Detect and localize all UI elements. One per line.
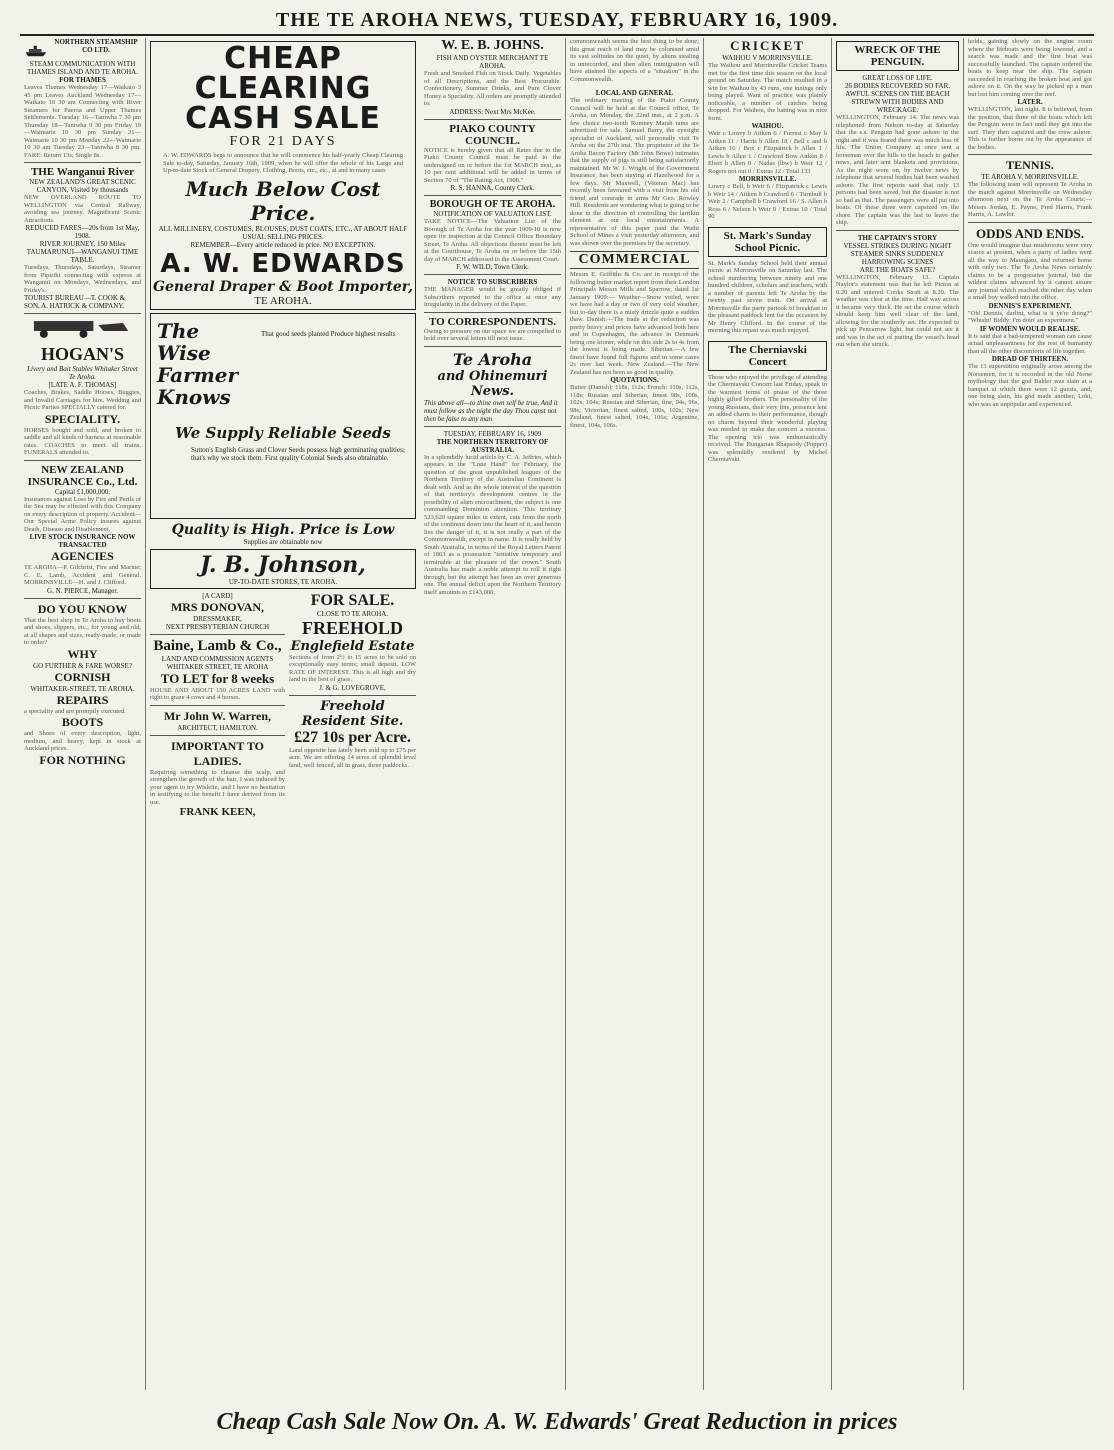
- freehold: FREEHOLD: [301, 617, 403, 638]
- frank-keen: FRANK KEEN,: [179, 806, 256, 818]
- hogan-sub: Livery and Bait Stables Whitaker Street Te Aroha.: [27, 365, 138, 381]
- cherniavski-concert: The Cherniavski Concert: [728, 343, 807, 368]
- cricket: CRICKET: [730, 38, 805, 53]
- great-loss: GREAT LOSS OF LIFE.: [862, 74, 933, 82]
- johnson-sub: UP-TO-DATE STORES, TE AROHA.: [228, 577, 338, 586]
- land-agents: LAND AND COMMISSION AGENTS: [161, 654, 274, 663]
- dennis-experiment: DENNIS'S EXPERIMENT.: [988, 301, 1072, 310]
- to-let: TO LET for 8 weeks: [160, 670, 275, 686]
- borough: BOROUGH OF TE AROHA.: [429, 199, 556, 210]
- whitaker-street: WHITAKER STREET, TE AROHA: [166, 662, 269, 671]
- notice-subscribers: NOTICE TO SUBSCRIBERS: [447, 278, 538, 286]
- piako-council: PIAKO COUNTY COUNCIL.: [449, 122, 536, 147]
- dateline: TUESDAY, FEBRUARY 16, 1909: [443, 429, 542, 438]
- for-sale: FOR SALE.: [310, 591, 395, 609]
- odds-ends: ODDS AND ENDS.: [976, 225, 1084, 241]
- seeds-advert: [150, 313, 416, 519]
- local-general: LOCAL AND GENERAL: [595, 89, 674, 97]
- tennis: TENNIS.: [1006, 158, 1054, 172]
- harrowing: HARROWING SCENES: [861, 257, 934, 266]
- territory: THE NORTHERN TERRITORY OF AUSTRALIA.: [436, 437, 549, 454]
- do-you-know: DO YOU KNOW: [37, 601, 128, 616]
- paper-title-2: and Ohinemuri News.: [437, 368, 548, 399]
- hogan-title: HOGAN'S: [40, 344, 124, 364]
- hanna: R. S. HANNA, County Clerk.: [450, 184, 535, 192]
- steamship-icon: [24, 38, 48, 60]
- steamship-company: NORTHERN STEAMSHIP CO LTD.: [54, 38, 138, 54]
- timetable-title: TAUMARUNUI—WANGANUI TIME TABLE.: [26, 248, 139, 264]
- remember: REMEMBER—Every article reduced in price. NO EXCEPTION.: [190, 240, 376, 249]
- masthead-title: THE TE AROHA NEWS,: [275, 8, 514, 31]
- tennis-match: TE AROHA V. MORRINSVILLE.: [981, 173, 1079, 181]
- next-church: NEXT PRESBYTERIAN CHURCH: [165, 622, 270, 631]
- masthead: [20, 6, 1094, 36]
- dressmaker: DRESSMAKER,: [193, 614, 242, 623]
- bottom-banner: Cheap Cash Sale Now On. A. W. Edwards' Great Reduction in prices: [216, 1408, 898, 1435]
- much-below: Much Below Cost Price.: [185, 176, 381, 225]
- cricket-match: WAIHOU V MORRINSVILLE.: [722, 54, 813, 62]
- agencies: AGENCIES: [51, 549, 114, 563]
- wreck-penguin: WRECK OF THE PENGUIN.: [854, 44, 941, 68]
- horse-carriage-icon: [24, 317, 141, 339]
- column-6: WRECK OF THE PENGUIN. GREAT LOSS OF LIFE. 26 BODIES RECOVERED SO FAR. AWFUL SCENES ON THE BEACH STREWN WITH BODIES AND WRECKAGE. WELLINGTON, February 14. The news was telephoned from Nelson to-day at Saturday that the s.s. Penguin had gone ashore in the night and it was feared there was much loss of life. The Union Company at once sent a horseman over the hills to the beach to gather news, and later sent blankets and provisions. As the night wore on, by twelve news by telephone that several bodies had been washed ashore. The first reports said that only 13 persons had been saved, but the disaster is not so bad as that. The passengers were all put into boats. Of these three were capsized on the shore. The captain was the last to leave the ship. THE CAPTAIN'S STORY VESSEL STRIKES DURING NIGHT STEAMER SINKS SUDDENLY HARROWING SCENES ARE THE BOATS SAFE? WELLINGTON, February 13. Captain Naylor's statement was that he left Picton at 6.20 and entered Cooks Strait at 8.20. The weather was clear at the time. Half way across it became very thick. He set the course which should keep him well clear of the land, allowing for the southerly set. He expected to pick up Pencarrow light, but could not see it and was in the act of putting the vessel's head out when she struck.: [832, 38, 964, 1390]
- motto: This above all—to thine own self be true, And it must follow as the night the day Thou canst not then be false to any man: [424, 398, 558, 423]
- tourist-agents: TOURIST BUREAU—T. COOK & SON, A. HATRICK & COMPANY.: [24, 294, 126, 310]
- awful-scenes: AWFUL SCENES ON THE BEACH: [845, 90, 950, 98]
- wise-3: Farmer: [157, 362, 239, 387]
- strewn: STREWN WITH BODIES AND WRECKAGE.: [851, 98, 944, 114]
- manager: G. N. PIERCE, Manager.: [47, 586, 118, 595]
- donovan: MRS DONOVAN,: [170, 599, 265, 614]
- waihou-score-title: WAIHOU.: [751, 122, 784, 130]
- englefield: Englefield Estate: [290, 638, 415, 654]
- for-21-days: FOR 21 DAYS: [229, 134, 337, 149]
- cornish-sub: WHITAKER-STREET, TE AROHA.: [30, 684, 135, 693]
- sale-notice: ALL MILLINERY, COSTUMES, BLOUSES, DUST COATS, ETC., AT ABOUT HALF USUAL SELLING PRICES.: [158, 224, 408, 241]
- masthead-date: FEBRUARY 16, 1909.: [630, 8, 839, 31]
- card: [A CARD]: [202, 591, 233, 600]
- column-7: holds, gaining slowly on the engine room where the lifeboats were being lowered, and a search was made and the first boat was successfully launched. The captain ordered the boats to keep near the ship. The captain succeeded in reaching the broken boat and got ashore on it. On the way he picked up a man but lost him coming over the reef. LATER. WELLINGTON, last night. It is believed, from the position, that three of the boats which left the Penguin were in fact until they got into the surf. They then capsized and the crew ashore. This is further borne out by the appearance of the bodies. TENNIS. TE AROHA V. MORRINSVILLE. The following team will represent Te Aroha in the match against Morrinsville on Wednesday afternoon next on the Te Aroha Courts:—Messrs Jordan, E. Payne, Fred Harris, Frank Harris, A. Lawlor. ODDS AND ENDS. One would imagine that mushrooms were very scarce at present, when a party of ladies went all the way to Maungatu, and returned home with only two. The Te Aroha News certainly claims to be a progressive journal, but the wildest claims advanced by it cannot assure any journal which reached the other day when a small boy walked into the office. DENNIS'S EXPERIMENT. "Oh! Dennis, darlint, what is it ye're doing?" "Whisht! Biddy: I'm doin' an experiment." IF WOMEN WOULD REALISE. It is said that a bad-tempered woman can cause actual unpleasantness for the rest of humanity than all the other discomforts of life together. DREAD OF THIRTEEN. The 13 superstition originally arose among the Norsemen, for it is recorded in the old Norse mythology that the god Balder was slain at a banquet at which there were 12 guests, and, one being slain, his god made another, Loki, who was an unpopular and experienced.: [968, 38, 1092, 408]
- supply-seeds: We Supply Reliable Seeds: [175, 423, 391, 442]
- column-2: CHEAP CLEARING CASH SALE FOR 21 DAYS A. W. EDWARDS begs to announce that he will commence his half-yearly Cheap Clearing Sale to-day, Saturday, January 16th, 1909, when he will offer the whole of his Large and Up-to-date Stock of General Drapery, Clothing, Boots, etc., etc., at and in many cases Much Below Cost Price. ALL MILLINERY, COSTUMES, BLOUSES, DUST COATS, ETC., AT ABOUT HALF USUAL SELLING PRICES. REMEMBER—Every article reduced in price. NO EXCEPTION. A. W. EDWARDS General Draper & Boot Importer, TE AROHA. The Wise Farmer Knows That good seeds planted Produce highest results We Supply Reliable Seeds Sutton's English Grass and Clover Seeds possess high germinating qualities; that's why we stock them. First quality Colonial Seeds also obtainable. Quality is High. Price is Low Supplies are obtainable now J. B. Johnson, UP-TO-DATE STORES, TE AROHA. [A CARD] MRS DONOVAN, DRESSMAKER, NEXT PRESBYTERIAN CHURCH Baine, Lamb & Co., LAND AND COMMISSION AGENTS WHITAKER STREET, TE AROHA TO LET for 8 weeks HOUSE AND ABOUT 150 ACRES LAND with right to graze 4 cows and 4 horses. Mr John W. Warren, ARCHITECT, HAMILTON. IMPORTANT TO LADIES. Requiring something to cleanse the scalp, and strengthen the growth of the hair, I was induced by your agent to try Wisleite, and I have no hesitation in testifying to the benefit I have derived from its use. FRANK KEEN, FOR SALE. CLOSE TO TE AROHA. FREEHOLD Englefield Estate Sections of from 2½ to 15 acres to be sold on exceptionally easy terms; small deposit. LOW RATE OF INTEREST. This is all high and dry land in the best of grass. J. & G. LOVEGROVE, Freehold Resident Site. £27 10s per Acre. Land opposite has lately been sold up to £75 per acre. We are offering 14 acres of splendid level land, well fenced, all in grass, three paddocks.: [150, 41, 416, 818]
- wise-2: Wise: [157, 340, 211, 365]
- captains-story: THE CAPTAIN'S STORY: [857, 233, 938, 242]
- important-ladies: IMPORTANT TO LADIES.: [170, 738, 265, 768]
- edwards-town: TE AROHA.: [254, 294, 312, 307]
- boots: BOOTS: [61, 715, 104, 729]
- wise-4: Knows: [157, 384, 231, 409]
- valuation: NOTIFICATION OF VALUATION LIST.: [433, 210, 552, 218]
- close-to-te-aroha: CLOSE TO TE AROHA.: [316, 609, 389, 618]
- cheap-clearing: CHEAP CLEARING: [194, 41, 372, 106]
- st-marks: St. Mark's Sunday School Picnic.: [723, 229, 812, 254]
- hogan-late: [LATE A. F. THOMAS]: [48, 381, 117, 389]
- why: WHY: [67, 646, 98, 661]
- paper-title-1: Te Aroha: [452, 349, 533, 369]
- commercial: COMMERCIAL: [570, 251, 699, 269]
- wild: F. W. WILD, Town Clerk.: [456, 263, 529, 271]
- architect: ARCHITECT, HAMILTON.: [177, 723, 258, 732]
- wanganui-sub: NEW ZEALAND'S GREAT SCENIC CANYON, Visited by thousands: [29, 178, 136, 194]
- johns-title: W. E. B. JOHNS.: [441, 38, 544, 53]
- steamer-sinks: STEAMER SINKS SUDDENLY: [850, 249, 945, 258]
- edwards-advert: CHEAP CLEARING CASH SALE FOR 21 DAYS A. W. EDWARDS begs to announce that he will commence his half-yearly Cheap Clearing Sale to-day, Saturday, January 16th, 1909, when he will offer the whole of his Large and Up-to-date Stock of General Drapery, Clothing, Boots, etc., etc., at and in many cases Much Below Cost Price. ALL MILLINERY, COSTUMES, BLOUSES, DUST COATS, ETC., AT ABOUT HALF USUAL SELLING PRICES. REMEMBER—Every article reduced in price. NO EXCEPTION. A. W. EDWARDS General Draper & Boot Importer, TE AROHA.: [150, 41, 416, 310]
- johns-sub: FISH AND OYSTER MERCHANT TE AROHA.: [436, 54, 549, 70]
- bodies-recovered: 26 BODIES RECOVERED SO FAR.: [844, 82, 951, 90]
- resident-site: Freehold Resident Site.: [301, 698, 404, 729]
- timetable-text: Leaves Thames Wednesday 17—Waikato 3 45 pm Leaves Auckland Wednesday 17—Waikato 10 30 am Connecting with River Steamers for Paeroa and Upper Thames Settlements. Tuesday 16—Taniwha 7 30 pm Thursday 18—Taniwha 9 30 pm Friday 19—Waimarie 10 30 pm Sunday 21—Waimarie 10 30 pm Monday 22—Waimarie 10 30 am Tuesday 23—Taniwha 8 30 pm. FARE: Return 13s; Single 8s.: [24, 84, 141, 159]
- for-nothing: FOR NOTHING: [39, 752, 126, 767]
- later: LATER.: [1017, 98, 1043, 106]
- morrinsville-score-title: MORRINSVILLE.: [738, 175, 797, 183]
- johns-address: ADDRESS: Next Mrs McKee.: [449, 107, 536, 116]
- dread-thirteen: DREAD OF THIRTEEN.: [991, 355, 1069, 363]
- live-stock: LIVE STOCK INSURANCE NOW TRANSACTED: [29, 533, 136, 549]
- quotations: QUOTATIONS.: [610, 376, 659, 384]
- wise-1: The: [157, 318, 200, 343]
- reduced-fares: REDUCED FARES—20s from 1st May, 1908.: [25, 224, 140, 240]
- johnson-name: J. B. Johnson,: [200, 551, 366, 578]
- boats-safe: ARE THE BOATS SAFE?: [859, 265, 936, 274]
- lovegrove: J. & G. LOVEGROVE,: [319, 683, 386, 692]
- supply-text: Sutton's English Grass and Clover Seeds possess high germinating qualities; that's why we stock them. First quality Colonial Seeds also obtainable.: [191, 445, 405, 462]
- column-4: commonwealth seems the best thing to be done; this great reach of land may be colonised amid its vast solitudes on the quiet, by aliens stealing in unrecorded, and then alien immigration will have attained the aspects of a "situation" in the Commonwealth. LOCAL AND GENERAL The ordinary meeting of the Piako County Council will be held at the Council office, Te Aroha, on Monday, the 22nd inst., at 2 p.m. A few choice two-tooth Romney Marsh rams are advertised for sale. Samuel Barry, the eyesight specialist of Auckland, will personally visit Te Aroha on the 27th inst. The proprietor of the Te Aroha Bacon Factory (Mr John Bowe) intimates that the supply of pigs is still being satisfactorily maintained. Mr W. J. Wright of the Government Insurance, has been staying at Hazelwood for a few days. Mr Maxwell, (Veteran Mac) has recently been favoured with a visit from his old friend and comrade in arms Mr Geo. Rowley Hill. Residents are wondering what is going to be done in the direction of controlling the larrikin element at our local entertainments. A representative of this paper paid the Waihi School of Mines a visit yesterday afternoon, and was shown over the premises by the secretary. COMMERCIAL Messrs E. Griffiths & Co. are in receipt of the following butter market report from their London Principals Messrs Mills and Sparrow, dated 1st January 1909:— Weather—Snow voiled, wore we have had a day or two of very cold weather, but to-day there is a misty drizzle quite a sudden thaw. Danish.—The trade at the reduction was pretty heavy and prices have advanced both here and in Copenhagen, the advance in Denmark being one kroner, while on this side 2s to 4s from the lowest is being made. Siberian.—A few finest have found full figures and in some cases 2s over last week. New Zealand.—The New Zealand has not been so good in quality. QUOTATIONS. Butter (Danish): 118s, 112s; French: 110s, 112s, 118s; Russian and Siberian, finest 98s, 100s, 102s, 104s; Russian and Siberian, fine, 94s, 96s, 98s; Victorian, finest salted, 100s, 102s; New Zealand, finest salted, 104s, 106s; Argentine, finest, 104s, 106s.: [566, 38, 704, 1390]
- cash-sale: CASH SALE: [185, 101, 381, 136]
- nz-insurance-capital: Capital £1,000,000.: [54, 487, 111, 496]
- women-realise: IF WOMEN WOULD REALISE.: [979, 324, 1081, 333]
- column-5: CRICKET WAIHOU V MORRINSVILLE. The Waihou and Morrinsville Cricket Teams met for the first time this season on the local ground on Saturday. The match resulted in a win for Waihou by 43 runs, one innings only being played. Want of practice was plainly noticeable, a number of catches being dropped. For Waihou, the batting was in nice form. WAIHOU. Weir c Lowry b Aitken 6 / Forrest c May b Aitken 11 / Harris b Allen 18 / Bell c and b Aitken 16 / Box c Fitzpatrick b Allen 1 / Lewis b Allen 1 / Crawford Bow Aitken 8 / Ebert b Allen 0 / Nadas (lbw) b Weir 12 / Rogers not out 0 / Extras 12 / Total 133 MORRINSVILLE. Lowry c Bell, b Weir 6 / Fitzpatrick c Lewis b Weir 14 / Aitken b Crawford 6 / Turnbull b Weir 2 / Campbell b Crawford 16 / S. Allen b Ross 6 / Nelson b Weir 0 / Extras 10 / Total 90 St. Mark's Sunday School Picnic. St. Mark's Sunday School held their annual picnic at Morrinsville on Saturday last. The school numbering between ninety and one hundred children, scholars and teachers, with a number of parents left Te Aroha by the twenty past seven train. On arrival at Morrinsville the party partook of breakfast in the pleasant paddock lent for the occasion by Mr Henry Clifford. In the course of the morning this repast was much enjoyed. The Cherniavski Concert Those who enjoyed the privilege of attending the Cherniavski Concert last Friday, speak in the warmest terms of praise of the three highly gifted brothers. The personality of the young Russians, their very fine, presence lent an added charm to their performance, though no charm beyond their wonderful playing was needed to make the concert a success. The opening trio was enthusiastically received. The Hungarian Rhapsody (Popper) was splendidly rendered by Michel Cherniavski.: [704, 38, 832, 1390]
- supplies: Supplies are obtainable now: [243, 537, 323, 546]
- steamship-for: FOR THAMES: [59, 76, 106, 84]
- vessel-strikes: VESSEL STRIKES DURING NIGHT: [843, 241, 952, 250]
- edwards-sub: General Draper & Boot Importer,: [153, 278, 413, 295]
- repairs: REPAIRS: [56, 692, 109, 707]
- cornish: CORNISH: [54, 669, 111, 684]
- column-3: W. E. B. JOHNS. FISH AND OYSTER MERCHANT TE AROHA. Fresh and Smoked Fish on Stock Daily. Vegetables of all Descriptions, and the Best Procurable. Confectionery, Summer Drinks, and Pure Clover Honey a Speciality. All orders are promptly attended to. ADDRESS: Next Mrs McKee. PIAKO COUNTY COUNCIL. NOTICE is hereby given that all Rates due to the Piako County Council must be paid to the undersigned on or before the 1st MARCH next, as 10 per cent additional will be added in terms of Section 70 of "The Rating Act, 1908." R. S. HANNA, County Clerk. BOROUGH OF TE AROHA. NOTIFICATION OF VALUATION LIST. TAKE NOTICE—The Valuation List of the Borough of Te Aroha for the year 1909-10 is now open for inspection at the Council Office Boundary Street, Te Aroha. All objections thereto must be left at the Courthouse, Te Aroha on or before the 15th day of MARCH addressed to the Assessment Court. F. W. WILD, Town Clerk. NOTICE TO SUBSCRIBERS THE MANAGER would be greatly obliged if Subscribers reported to the office at once any irregularity in the delivery of the Paper. TO CORRESPONDENTS. Owing to pressure on our space we are compelled to hold over several letters till next issue. Te Aroha and Ohinemuri News. This above all—to thine own self be true, And it must follow as the night the day Thou canst not then be false to any man TUESDAY, FEBRUARY 16, 1909 THE NORTHERN TERRITORY OF AUSTRALIA. In a splendidly lucid article by C. A. Jeffries, which appears in the "Lone Hand" for February, the question of the great unpublished leagues of the Northern Territory of the Australian Continent is dealt with. And as the whole interest of the question of that territory's development centres in the possibility of alien encroachment, the subject is one commanding Dominion attention. This territory 523,620 square miles in extent, cuts from the north of the continent down into the heart of it, and herein lies the danger of it, it is not really a part of the Commonwealth, except in name. It is really held by South Australia, in terms of the Royal Letters Patent of 1863 as a possession "tentative temporary and terminable at the pleasure of the crown." South Australia has made a noble attempt to roll it right through, but the attempt has been an over generous one. The annual deficit upon the Northern Territory itself amounts to £143,000.: [420, 38, 566, 1390]
- seeds-note: That good seeds planted Produce highest results: [261, 329, 396, 338]
- masthead-day: TUESDAY,: [519, 8, 625, 31]
- go-further: GO FURTHER & FARE WORSE?: [33, 661, 132, 670]
- price-per-acre: £27 10s per Acre.: [294, 728, 411, 746]
- steamship-sub: STEAM COMMUNICATION WITH THAMES ISLAND AND TE AROHA.: [27, 60, 138, 76]
- nz-insurance-title: NEW ZEALAND INSURANCE Co., Ltd.: [27, 463, 138, 488]
- column-1: NORTHERN STEAMSHIP CO LTD. STEAM COMMUNICATION WITH THAMES ISLAND AND TE AROHA. FOR THAMES Leaves Thames Wednesday 17—Waikato 3 45 pm Leaves Auckland Wednesday 17—Waikato 10 30 am Connecting with River Steamers for Paeroa and Upper Thames Settlements. Tuesday 16—Taniwha 7 30 pm Thursday 18—Taniwha 9 30 pm Friday 19—Waimarie 10 30 pm Sunday 21—Waimarie 10 30 pm Monday 22—Waimarie 10 30 am Tuesday 23—Taniwha 8 30 pm. FARE: Return 13s; Single 8s. THE Wanganui River NEW ZEALAND'S GREAT SCENIC CANYON, Visited by thousands NEW OVERLAND ROUTE TO WELLINGTON via Central Railway, avoiding sea journey. Magnificent Scenic Attractions. REDUCED FARES—20s from 1st May, 1908. RIVER JOURNEY, 150 Miles TAUMARUNUI—WANGANUI TIME TABLE. Tuesdays, Thursdays, Saturdays, Steamer from Pipiriki connecting with express at Wanganui on Mondays, Wednesdays, and Friday's. TOURIST BUREAU—T. COOK & SON, A. HATRICK & COMPANY. HOGAN'S Livery and Bait Stables Whitaker Street Te Aroha. [LATE A. F. THOMAS] Coaches, Brakes, Saddle Horses, Buggies, and Invalid Carriages for hire. Wedding and Picnic Parties SPECIALLY catered for. SPECIALITY. HORSES bought and sold, and broken to saddle and all kinds of harness at reasonable rates. COACHES to meet all trains. FUNERALS attended to. NEW ZEALAND INSURANCE Co., Ltd. Capital £1,000,000. Insurances against Loss by Fire and Perils of the Sea may be effected with this Company on every description of property. Accident—Our Special Acme Policy insures against Death, Disease and Disablement. LIVE STOCK INSURANCE NOW TRANSACTED AGENCIES TE AROHA—P. Gilchrist, Fire and Marine; C. E. Lamb, Accident and General. MORRINSVILLE—H. and J. Clifford. G. N. PIERCE, Manager. DO YOU KNOW That the best shop in Te Aroha to buy boots and shoes, slippers, etc., for young and old, at all shapes and sizes, ready-made, or made to order? WHY GO FURTHER & FARE WORSE? CORNISH WHITAKER-STREET, TE AROHA. REPAIRS a speciality and are promptly executed. BOOTS and Shoes of every description, light, medium, and heavy, kept in stock at Auckland prices. FOR NOTHING: [20, 38, 146, 1390]
- wanganui-title: THE Wanganui River: [30, 166, 135, 178]
- river-journey: RIVER JOURNEY, 150 Miles: [39, 240, 126, 248]
- quality: Quality is High. Price is Low: [171, 521, 395, 538]
- edwards-name: A. W. EDWARDS: [160, 248, 406, 279]
- speciality: SPECIALITY.: [44, 411, 121, 426]
- warren: Mr John W. Warren,: [163, 708, 272, 723]
- baine-lamb: Baine, Lamb & Co.,: [153, 637, 282, 654]
- correspondents: TO CORRESPONDENTS.: [429, 315, 556, 328]
